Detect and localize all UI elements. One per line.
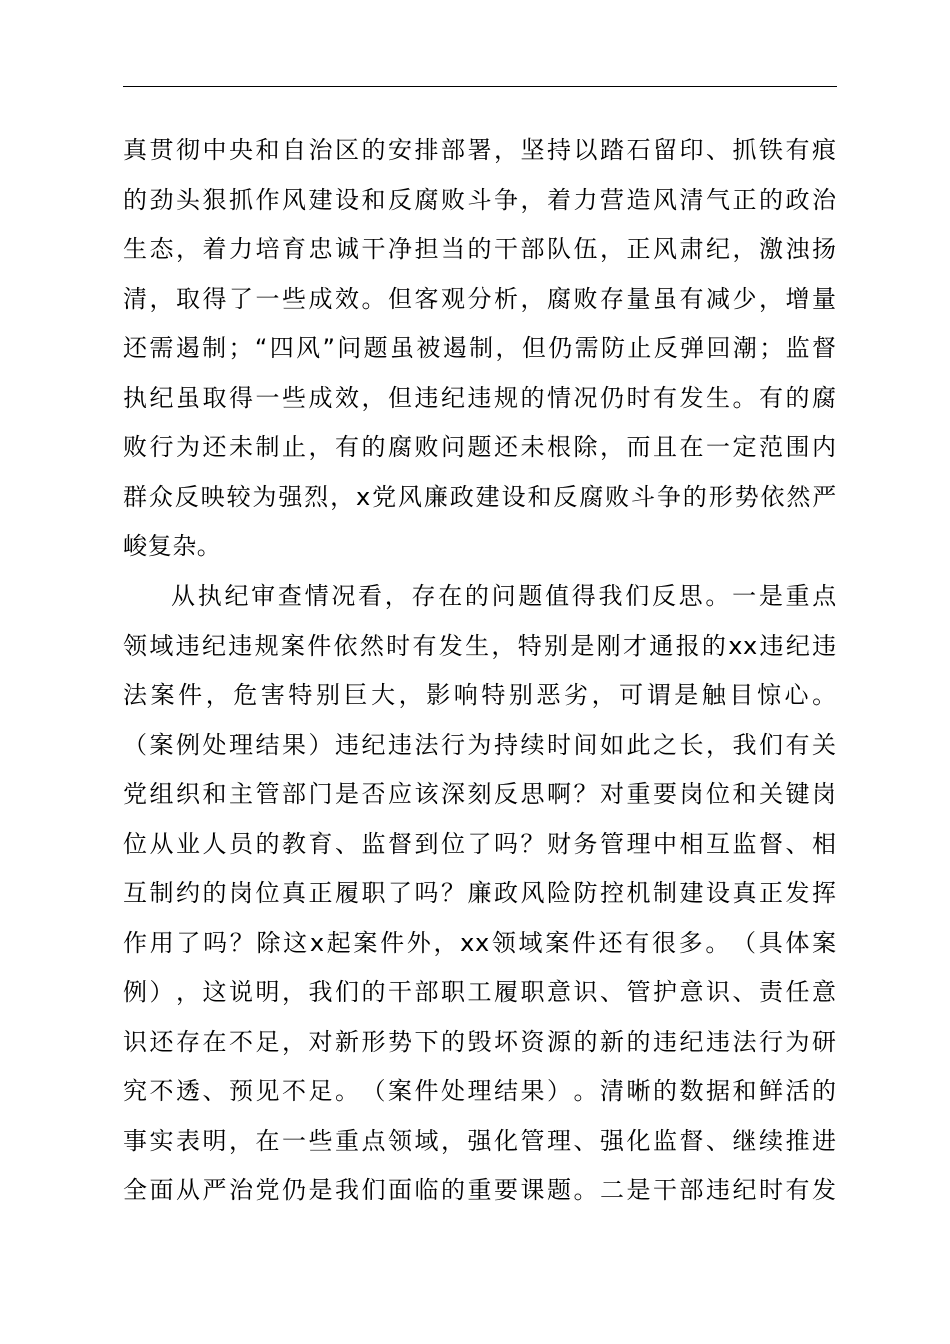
paragraph-2-line-4: （ 案 例 处 理 结 果 ） 违 纪 违 法 行 为 持 续 时 间 如 此 之 长 ， 我 们 有 关: [123, 731, 837, 759]
paragraph-2-line-3: 法 案 件 ， 危 害 特 别 巨 大 ， 影 响 特 别 恶 劣 ， 可 谓 是 触 目 惊 心 。: [123, 681, 837, 709]
paragraph-2-line-13: 全 面 从 严 治 党 仍 是 我 们 面 临 的 重 要 课 题 。 二 是 干 部 违 纪 时 有 发: [123, 1176, 837, 1204]
paragraph-2-line-1: 从 执 纪 审 查 情 况 看 ， 存 在 的 问 题 值 得 我 们 反 思 。 一 是 重 点: [171, 582, 837, 610]
paragraph-1-line-4: 清 ， 取 得 了 一 些 成 效 。 但 客 观 分 析 ， 腐 败 存 量 虽 有 减 少 ， 增 量: [123, 285, 837, 313]
paragraph-2-line-2: 领 域 违 纪 违 规 案 件 依 然 时 有 发 生 ， 特 别 是 刚 才 通 报 的 xx 违 纪 违: [123, 632, 837, 660]
paragraph-1-line-8: 群 众 反 映 较 为 强 烈 ， x 党 风 廉 政 建 设 和 反 腐 败 斗 争 的 形 势 依 然 严: [123, 483, 837, 511]
paragraph-1-line-6: 执 纪 虽 取 得 一 些 成 效 ， 但 违 纪 违 规 的 情 况 仍 时 有 发 生 。 有 的 腐: [123, 384, 837, 412]
paragraph-1-line-2: 的 劲 头 狠 抓 作 风 建 设 和 反 腐 败 斗 争 ， 着 力 营 造 风 清 气 正 的 政 治: [123, 186, 837, 214]
paragraph-1-line-1: 真 贯 彻 中 央 和 自 治 区 的 安 排 部 署 ， 坚 持 以 踏 石 留 印 、 抓 铁 有 痕: [123, 136, 837, 164]
paragraph-2-line-8: 作 用 了 吗 ？ 除 这 x 起 案 件 外 ， xx 领 域 案 件 还 有 很 多 。 （ 具 体 案: [123, 929, 837, 957]
paragraph-2-line-6: 位 从 业 人 员 的 教 育 、 监 督 到 位 了 吗 ？ 财 务 管 理 中 相 互 监 督 、 相: [123, 830, 837, 858]
paragraph-2-line-11: 究 不 透 、 预 见 不 足 。 （ 案 件 处 理 结 果 ） 。 清 晰 的 数 据 和 鲜 活 的: [123, 1077, 837, 1105]
paragraph-2-line-5: 党 组 织 和 主 管 部 门 是 否 应 该 深 刻 反 思 啊 ？ 对 重 要 岗 位 和 关 键 岗: [123, 780, 837, 808]
paragraph-1-line-5: 还 需 遏 制 ； “ 四 风 ” 问 题 虽 被 遏 制 ， 但 仍 需 防 止 反 弹 回 潮 ； 监 督: [123, 334, 837, 362]
paragraph-1-line-7: 败 行 为 还 未 制 止 ， 有 的 腐 败 问 题 还 未 根 除 ， 而 且 在 一 定 范 围 内: [123, 433, 837, 461]
paragraph-1-line-3: 生 态 ， 着 力 培 育 忠 诚 干 净 担 当 的 干 部 队 伍 ， 正 风 肃 纪 ， 激 浊 扬: [123, 235, 837, 263]
header-rule: [123, 86, 837, 87]
paragraph-2-line-9: 例 ） ， 这 说 明 ， 我 们 的 干 部 职 工 履 职 意 识 、 管 护 意 识 、 责 任 意: [123, 978, 837, 1006]
paragraph-2-line-10: 识 还 存 在 不 足 ， 对 新 形 势 下 的 毁 坏 资 源 的 新 的 违 纪 违 法 行 为 研: [123, 1028, 837, 1056]
paragraph-2-line-12: 事 实 表 明 ， 在 一 些 重 点 领 域 ， 强 化 管 理 、 强 化 监 督 、 继 续 推 进: [123, 1127, 837, 1155]
paragraph-2-line-7: 互 制 约 的 岗 位 真 正 履 职 了 吗 ？ 廉 政 风 险 防 控 机 制 建 设 真 正 发 挥: [123, 879, 837, 907]
paragraph-1-line-9: 峻复杂。: [123, 532, 222, 560]
